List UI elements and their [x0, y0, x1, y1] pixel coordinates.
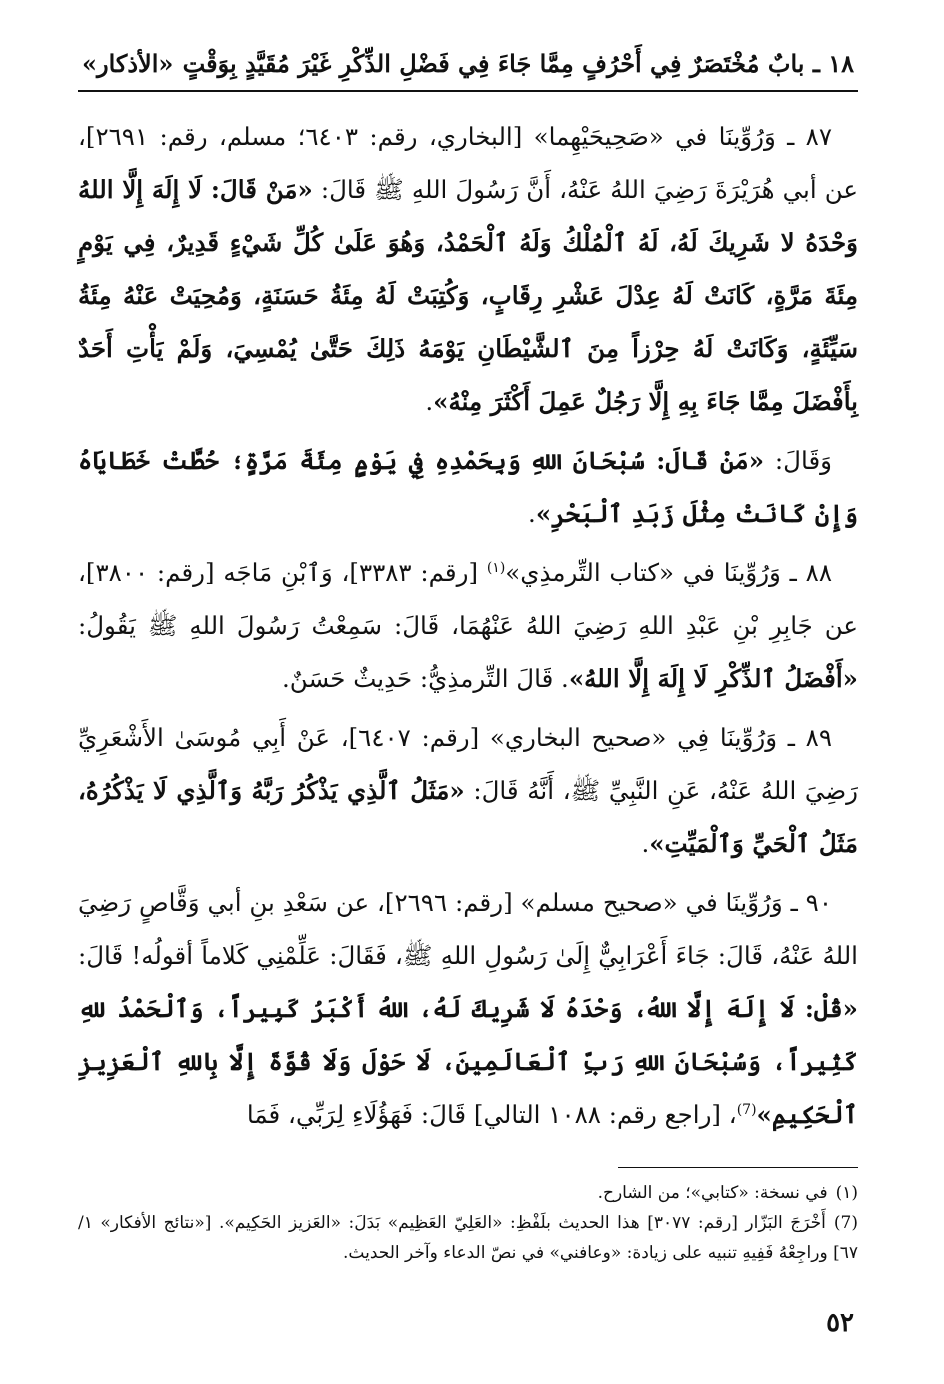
chapter-title: ١٨ ـ بابٌ مُخْتَصَرٌ فِي أَحْرُفٍ مِمَّا جَاءَ فِي فَضْلِ الذِّكْرِ غَيْرَ مُقَيَّدٍ بِوَقْتٍ: [182, 49, 854, 78]
hadith-89-chain: ٨٩ ـ وَرُوِّينَا فِي «صحيح البخاري» [رقم: ٦٤٠٧]، عَنْ أَبِي مُوسَىٰ الأَشْعَرِيِّ رَضِيَ اللهُ عَنْهُ، عَنِ النَّبِيِّ ﷺ، أَنَّهُ قَالَ:: [78, 723, 858, 805]
hadith-87-second-intro: وَقَالَ:: [764, 446, 832, 475]
hadith-90-text: «قُلْ: لَا إِلَهَ إِلَّا اللهُ، وَحْدَهُ لَا شَرِيكَ لَهُ، اللهُ أَكْبَرُ كَبِيراً، وَٱلْحَمْدُ للهِ كَثِيراً، وَسُبْحَانَ اللهِ رَبِّ ٱلْعَالَمِينَ، لَا حَوْلَ وَلَا قُوَّةَ إِلَّا بِاللهِ ٱلْعَزِيزِ ٱلْحَكِيمِ»: [78, 994, 858, 1129]
running-header: [78, 40, 858, 92]
footnote-item: [78, 1178, 858, 1208]
hadith-88-text: «أَفْضَلُ ٱلذِّكْرِ لَا إِلَهَ إِلَّا اللهُ»: [568, 664, 858, 693]
hadith-89-text: «مَثَلُ ٱلَّذِي يَذْكُرُ رَبَّهُ وَٱلَّذِي لَا يَذْكُرُهُ، مَثَلُ ٱلْحَيِّ وَٱلْمَيِّتِ»: [78, 776, 858, 858]
hadith-87-chain: ٨٧ ـ وَرُوِّينَا في «صَحِيحَيْهِما» [البخاري، رقم: ٦٤٠٣؛ مسلم، رقم: ٢٦٩١]، عن أبي هُرَيْرَةَ رَضِيَ اللهُ عَنْهُ، أَنَّ رَسُولَ اللهِ ﷺ قَالَ:: [78, 122, 859, 204]
hadith-90: [78, 876, 858, 1141]
page-number: ٥٢: [826, 1308, 854, 1338]
hadith-87: [78, 110, 858, 428]
main-text: [78, 110, 858, 1141]
hadith-88-grading: . قَالَ التِّرمذِيُّ: حَدِيثٌ حَسَنٌ.: [282, 664, 569, 693]
hadith-88-source: ٨٨ ـ وَرُوِّينَا في «كتاب التِّرمذِي»: [505, 558, 832, 587]
hadith-89: [78, 711, 858, 870]
footnote-number: (7): [833, 1213, 858, 1233]
hadith-87-second-end: .: [528, 499, 536, 528]
hadith-87-text: «مَنْ قَالَ: لَا إِلَهَ إِلَّا اللهُ وَحْدَهُ لا شَرِيكَ لَهُ، لَهُ ٱلْمُلْكُ وَلَهُ ٱلْحَمْدُ، وَهُوَ عَلَىٰ كُلِّ شَيْءٍ قَدِيرٌ، فِي يَوْمٍ مِئَةَ مَرَّةٍ، كَانَتْ لَهُ عِدْلَ عَشْرِ رِقَابٍ، وَكُتِبَتْ لَهُ مِئَةُ حَسَنَةٍ، وَمُحِيَتْ عَنْهُ مِئَةُ سَيِّئَةٍ، وَكَانَتْ لَهُ حِرْزاً مِنَ ٱلشَّيْطَانِ يَوْمَهُ ذَلِكَ حَتَّىٰ يُمْسِيَ، وَلَمْ يَأْتِ أَحَدٌ بِأَفْضَلَ مِمَّا جَاءَ بِهِ إِلَّا رَجُلٌ عَمِلَ أَكْثَرَ مِنْهُ»: [78, 175, 858, 416]
hadith-87-end: .: [425, 387, 434, 416]
hadith-90-chain: ٩٠ ـ وَرُوِّينَا في «صحيح مسلم» [رقم: ٢٦٩٦]، عن سَعْدِ بنِ أبي وَقَّاصٍ رَضِيَ اللهُ عَنْهُ، قَالَ: جَاءَ أَعْرَابِيٌّ إِلَىٰ رَسُولِ اللهِ ﷺ، فَقَالَ: عَلِّمْنِي كَلاماً أقولُه! قَالَ:: [78, 888, 858, 970]
footnote-item: [78, 1208, 858, 1268]
footnote-ref-7[interactable]: (7): [736, 1101, 757, 1118]
hadith-90-continuation: ، [راجع رقم: ١٠٨٨ التالي] قَالَ: فَهَؤُلَاءِ لِرَبِّي، فَمَا: [246, 1100, 737, 1129]
hadith-89-end: .: [641, 829, 650, 858]
book-page: [78, 40, 858, 1360]
footnote-ref-1[interactable]: (١): [486, 559, 506, 576]
hadith-88: [78, 546, 858, 705]
footnotes: [78, 1178, 858, 1268]
hadith-87-second-text: «مَنْ قَالَ: سُبْحَانَ اللهِ وَبِحَمْدِهِ فِي يَوْمٍ مِئَةَ مَرَّةٍ؛ حُطَّتْ خَطَايَاهُ وَإِنْ كَانَتْ مِثْلَ زَبَدِ ٱلْبَحْرِ»: [78, 446, 858, 528]
book-title: «الأذكار»: [82, 49, 174, 78]
footnote-text: في نسخة: «كتابي»؛ من الشارح.: [597, 1183, 828, 1203]
footnote-number: (١): [835, 1183, 858, 1203]
hadith-88-chain: [رقم: ٣٣٨٣]، وَٱبْنِ مَاجَه [رقم: ٣٨٠٠]، عن جَابِرِ بْنِ عَبْدِ اللهِ رَضِيَ اللهُ عَنْهُمَا، قَالَ: سَمِعْتُ رَسُولَ اللهِ ﷺ يَقُولُ:: [78, 558, 858, 640]
footnote-divider: [618, 1167, 858, 1168]
hadith-87-second: [78, 434, 858, 540]
footnote-text: أَخْرَجَ البَزّار [رقم: ٣٠٧٧] هذا الحديث بلَفْظِ: «العَلِيّ العَظِيم» بَدَلَ: «العَزيز الحَكِيم». [«نتائج الأفكار» ١/ ٦٧] وراجِعْهُ فَفِيهِ تنبيه على زيادة: «وعافني» في نصّ الدعاء وآخر الحديث.: [78, 1213, 858, 1263]
